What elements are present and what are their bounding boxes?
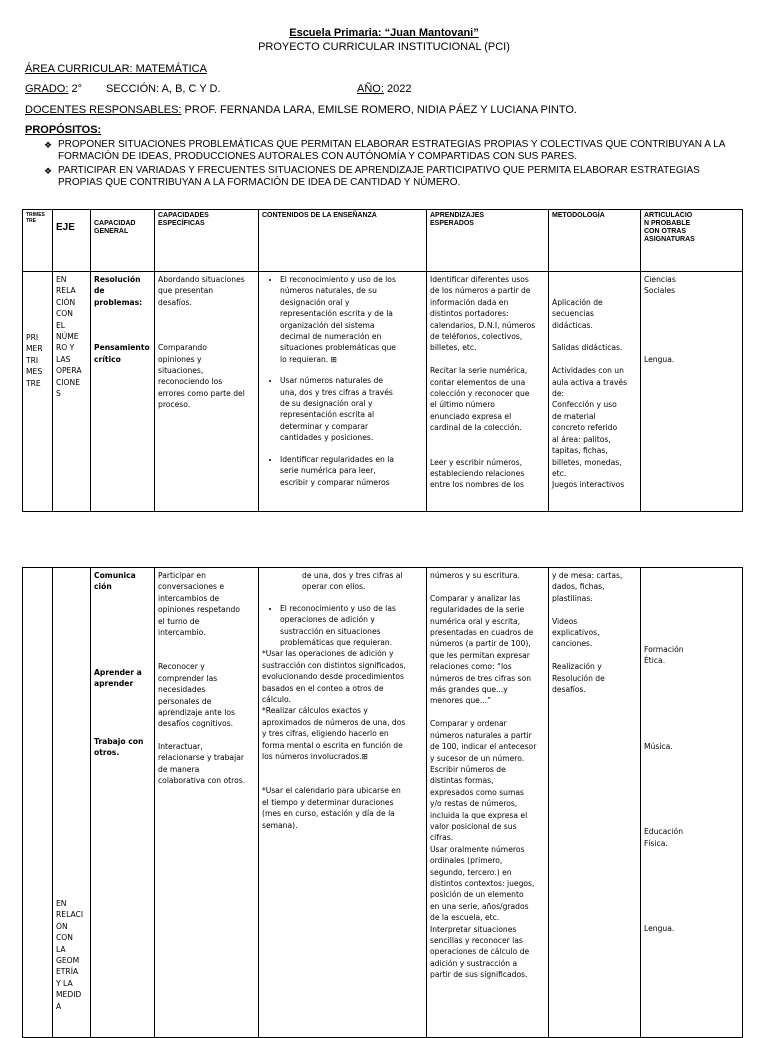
capacidades-especificas-cell [155, 272, 259, 512]
header-metodologia: METODOLOGÍA [549, 210, 641, 272]
docentes-value: PROF. FERNANDA LARA, EMILSE ROMERO, NIDIA PÁEZ Y LUCIANA PINTO. [181, 104, 577, 116]
contenido-item: • El reconocimiento y uso de los números naturales, de su designación oral y representación escrita y de la organización del sistema decimal de numeración en situaciones problemáticas que lo requieran. ⊞ [280, 274, 423, 365]
anio [357, 83, 411, 95]
articulacion-educacion-fisica: Educación Física. [644, 827, 684, 848]
contenido-detalle: *Usar las operaciones de adición y sustracción con distintos significados, evolucionando desde procedimientos basados en el conteo a otros de cálculo. *Realizar cálculos exactos y aproximados de números de una, dos y tres cifras, eligiendo hacerlo en forma mental o escrita en función de los números involucrados.⊞ *Usar el calendario para ubicarse en el tiempo y determinar duraciones (mes en curso, estación y día de la semana). [262, 649, 406, 830]
header-capacidad-general: CAPACIDAD GENERAL [91, 210, 155, 272]
header-contenidos: CONTENIDOS DE LA ENSEÑANZA [259, 210, 427, 272]
eje-cell: EN RELA CIÓN CON EL NÚME RO Y LAS OPERA CIONE S [53, 272, 91, 512]
contenido-item: • El reconocimiento y uso de las operaciones de adición y sustracción en situaciones problemáticas que requieran. [280, 603, 423, 649]
proposito-item [44, 165, 744, 189]
contenido-item: • Usar números naturales de una, dos y tres cifras a través de su designación oral y representación escrita al determinar y comparar cantidades y posiciones. [280, 375, 423, 443]
seccion: SECCIÓN: A, B, C Y D. [106, 83, 221, 95]
articulacion-formacion-etica: Formación Ética. [644, 645, 684, 666]
docentes-label: DOCENTES RESPONSABLES: [25, 104, 182, 116]
capacidad-especifica-2: Comparando opiniones y situaciones, reconociendo los errores como parte del proceso. [158, 343, 245, 410]
capacidad-especifica-1: Abordando situaciones que presentan desafíos. [158, 275, 245, 307]
docentes [25, 104, 577, 116]
articulacion-lengua: Lengua. [644, 924, 675, 934]
capacidad-comunicacion: Comunica ción [94, 571, 136, 592]
contenido-item: • Identificar regularidades en la serie numérica para leer, escribir y comparar números [280, 454, 423, 488]
grado [25, 83, 82, 95]
capacidad-especifica-1: Participar en conversaciones e intercambios de opiniones respetando el turno de intercambio. [158, 571, 240, 638]
capacidad-resolucion: Resolución de problemas: [94, 275, 143, 307]
diamond-bullet-icon: ❖ [44, 166, 53, 176]
grado-value: 2° [68, 83, 82, 95]
articulacion-cell [641, 568, 743, 1038]
proposito-item [44, 139, 744, 163]
grado-label: GRADO: [25, 83, 69, 95]
proposito-text: PROPONER SITUACIONES PROBLEMÁTICAS QUE PERMITAN ELABORAR ESTRATEGIAS PROPIAS Y COLECTIVAS QUE CONTRIBUYAN A LA FORMACIÓN DE IDEAS, PRODUCCIONES AUTORALES CON AUTÓNOMÍA Y COMPARTIDAS CON SUS PARES. [58, 139, 725, 162]
capacidad-trabajo: Trabajo con otros. [94, 736, 144, 758]
contenidos-cell [259, 568, 427, 1038]
diamond-bullet-icon: ❖ [44, 140, 53, 150]
articulacion-cell: Ciencias Sociales Lengua. [641, 272, 743, 512]
header-row [23, 210, 743, 272]
school-title: Escuela Primaria: “Juan Mantovani” [289, 27, 479, 39]
header-capacidades-especificas: CAPACIDADES ESPECÍFICAS [155, 210, 259, 272]
header-articulacion: ARTICULACIO N PROBABLE CON OTRAS ASIGNATURAS [641, 210, 743, 272]
capacidad-general-cell [91, 568, 155, 1038]
anio-label: AÑO: [357, 83, 384, 95]
propositos-title: PROPÓSITOS: [25, 124, 102, 136]
aprendizajes-cell: Identificar diferentes usos de los números a partir de información dada en distintos portadores: calendarios, D.N.I, números de teléfonos, colectivos, billetes, etc. Recitar la serie numérica, contar elementos de una colección y reconocer que el último número enunciado expresa el cardinal de la colección. Leer y escribir números, estableciendo relaciones entre los nombres de los [427, 272, 549, 512]
capacidad-general-cell [91, 272, 155, 512]
articulacion-musica: Música. [644, 741, 673, 751]
area-curricular: ÁREA CURRICULAR: MATEMÁTICA [25, 63, 207, 75]
proposito-text: PARTICIPAR EN VARIADAS Y FRECUENTES SITUACIONES DE APRENDIZAJE PARTICIPATIVO QUE PERMITA ELABORAR ESTRATEGIAS PROPIAS QUE CONTRIBUYAN A LA FORMACIÓN DE IDEA DE CANTIDAD Y NÚMERO. [58, 165, 700, 188]
trimestre-cell [23, 568, 53, 1038]
capacidad-pensamiento: Pensamiento crítico [94, 343, 150, 364]
contenidos-cell [259, 272, 427, 512]
header-eje: EJE [53, 210, 91, 272]
trimestre-cell: PRI MER TRI MES TRE [23, 272, 53, 512]
capacidad-aprender: Aprender a aprender [94, 667, 142, 689]
eje-cell: EN RELACI ÓN CON LA GEOM ETRÍA Y LA MEDID A [53, 568, 91, 1038]
curriculum-table-2 [22, 567, 743, 1038]
capacidades-especificas-cell [155, 568, 259, 1038]
header-aprendizajes: APRENDIZAJES ESPERADOS [427, 210, 549, 272]
aprendizajes-cell: números y su escritura. Comparar y analizar las regularidades de la serie numérica oral y escrita, presentadas en cuadros de números (a partir de 100), que les permitan expresar relaciones como: “los números de tres cifras son más grandes que...y menores que...” Comparar y ordenar números naturales a partir de 100, indicar el antecesor y sucesor de un número. Escribir números de distintas formas, expresados como sumas y/o restas de números, incluida la que expresa el valor posicional de sus cifras. Usar oralmente números ordinales (primero, segundo, tercero.) en distintos contextos: juegos, posición de un elemento en una serie, años/grados de la escuela, etc. Interpretar situaciones sencillas y reconocer las operaciones de cálculo de adición y sustracción a partir de sus significados. [427, 568, 549, 1038]
capacidad-especifica-2: Reconocer y comprender las necesidades personales de aprendizaje ante los desafíos cognitivos. [158, 662, 235, 729]
capacidad-especifica-3: Interactuar, relacionarse y trabajar de manera colaborativa con otros. [158, 741, 246, 786]
project-title: PROYECTO CURRICULAR INSTITUCIONAL (PCI) [258, 41, 510, 53]
contenido-continuacion: de una, dos y tres cifras al operar con ellos. [302, 571, 403, 592]
metodologia-cell: Aplicación de secuencias didácticas. Salidas didácticas. Actividades con un aula activa a través de: Confección y uso de material concreto referido al área: palitos, tapitas, fichas, billetes, monedas, etc. Juegos interactivos [549, 272, 641, 512]
header-trimestre: TRIMES TRE [23, 210, 53, 272]
table-row [23, 568, 743, 1038]
metodologia-cell: y de mesa: cartas, dados, fichas, plastilinas. Videos explicativos, canciones. Realización y Resolución de desafíos. [549, 568, 641, 1038]
table-row [23, 272, 743, 512]
anio-value: 2022 [383, 83, 412, 95]
curriculum-table-1 [22, 209, 743, 512]
